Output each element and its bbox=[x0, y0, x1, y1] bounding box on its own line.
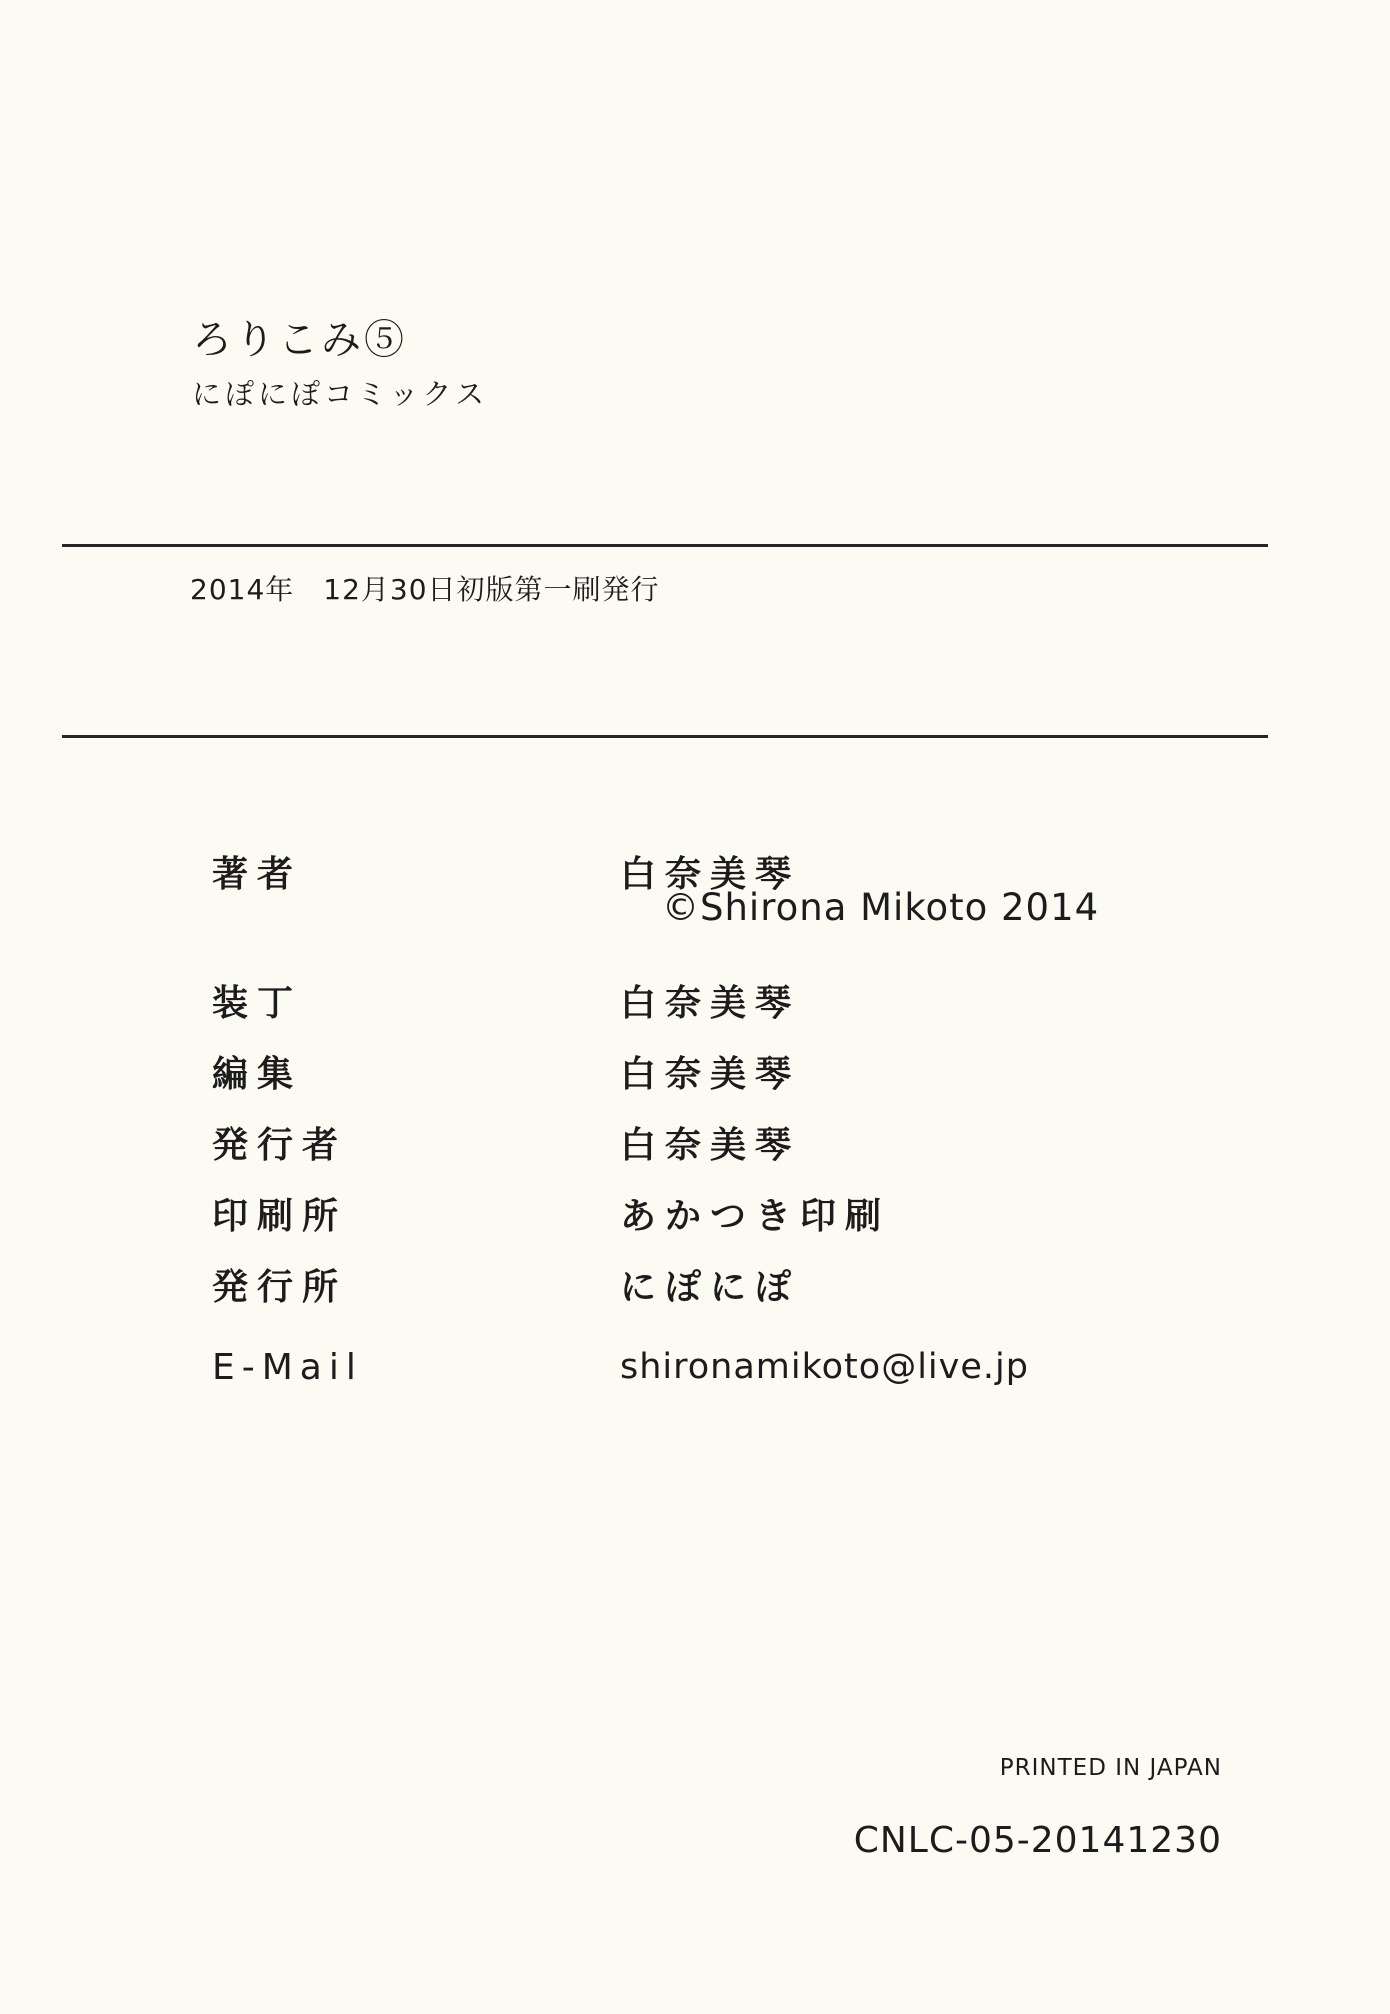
printer-value: あかつき印刷 bbox=[620, 1196, 891, 1237]
divider-bottom bbox=[62, 735, 1268, 738]
publisher-label: 発行者 bbox=[212, 1125, 348, 1166]
edition-line: 2014年 12月30日初版第一刷発行 bbox=[190, 573, 660, 606]
email-label: E-Mail bbox=[212, 1347, 363, 1388]
copyright-notice: ©Shirona Mikoto 2014 bbox=[662, 886, 1100, 929]
book-title: ろりこみ⑤ bbox=[192, 317, 407, 363]
publisher-value: 白奈美琴 bbox=[620, 1125, 801, 1166]
design-label: 装丁 bbox=[212, 983, 303, 1024]
issuer-value: にぽにぽ bbox=[620, 1267, 801, 1308]
design-value: 白奈美琴 bbox=[620, 983, 801, 1024]
editor-value: 白奈美琴 bbox=[620, 1054, 801, 1095]
divider-top bbox=[62, 544, 1268, 547]
author-label: 著者 bbox=[212, 854, 303, 895]
printed-in-japan: PRINTED IN JAPAN bbox=[999, 1755, 1222, 1781]
issuer-label: 発行所 bbox=[212, 1267, 348, 1308]
printer-label: 印刷所 bbox=[212, 1196, 348, 1237]
email-value: shironamikoto@live.jp bbox=[620, 1347, 1029, 1387]
catalog-code: CNLC-05-20141230 bbox=[853, 1820, 1222, 1861]
editor-label: 編集 bbox=[212, 1054, 303, 1095]
author-value: 白奈美琴 bbox=[620, 854, 801, 895]
imprint-name: にぽにぽコミックス bbox=[192, 377, 489, 411]
